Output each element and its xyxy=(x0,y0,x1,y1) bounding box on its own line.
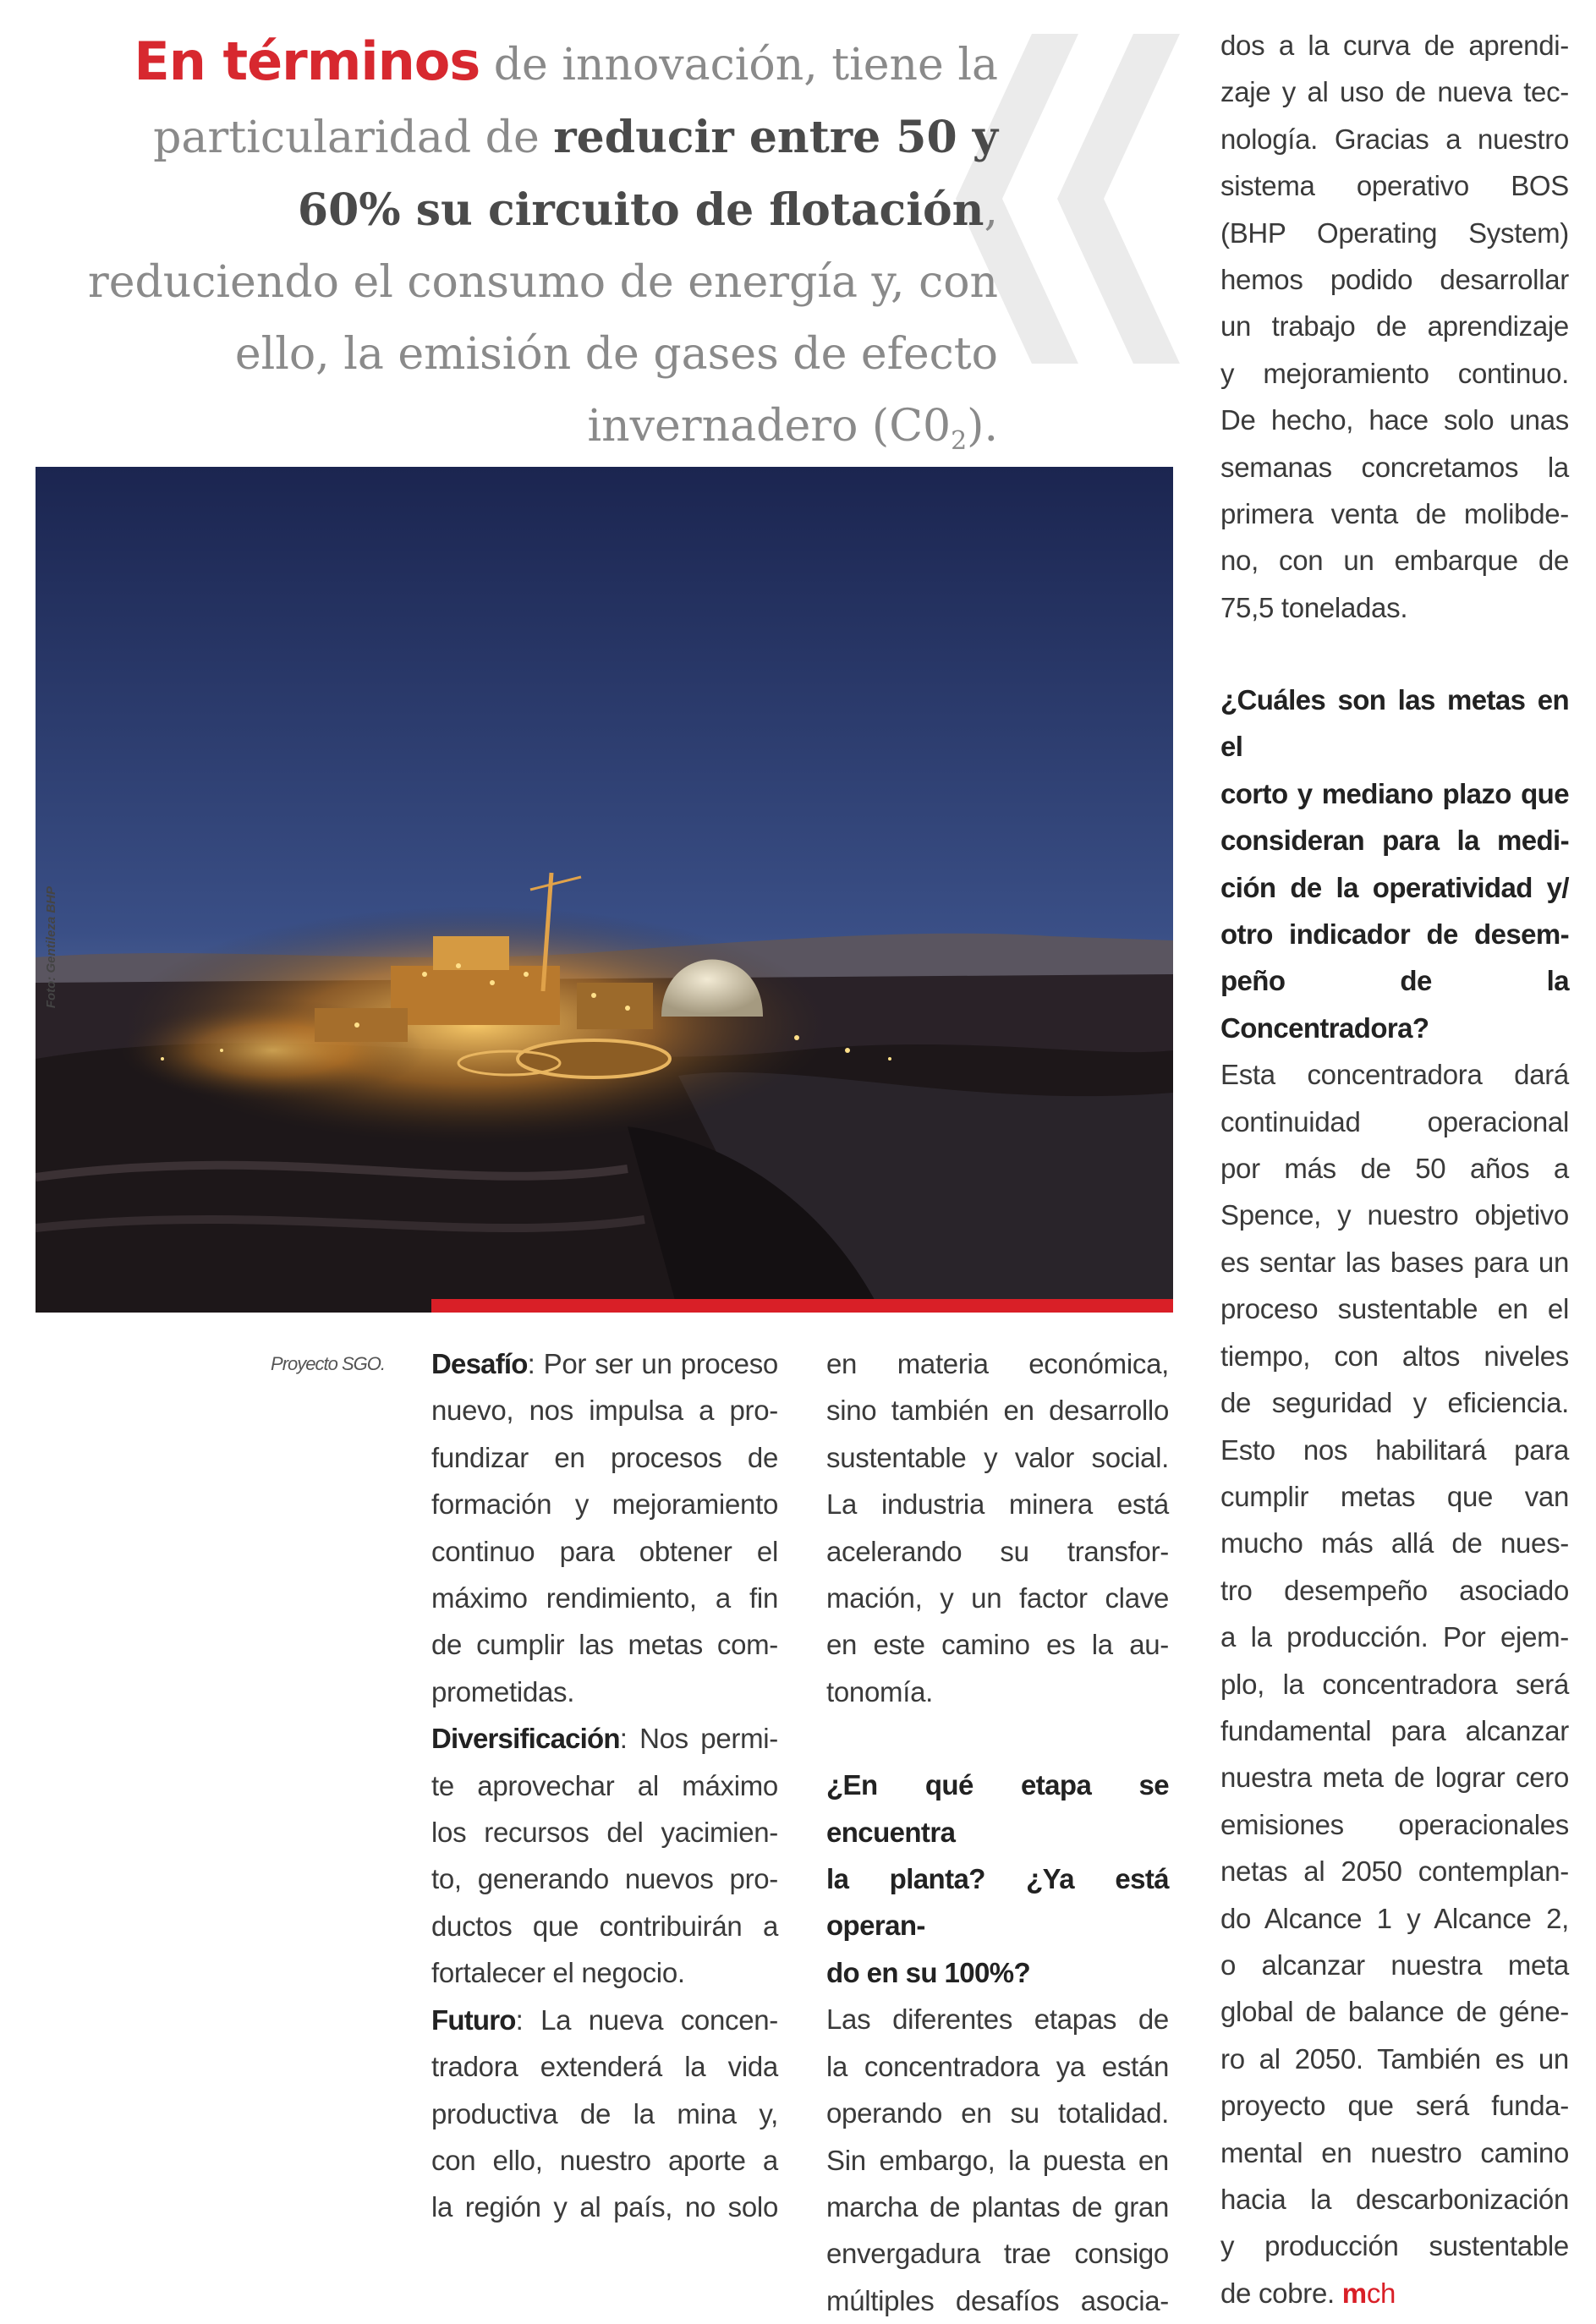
text-line xyxy=(1220,2270,1569,2316)
text-line: la región y al país, no solo xyxy=(431,2191,778,2223)
text-line: sino también en desarrollo xyxy=(826,1395,1169,1427)
text-line: (BHP Operating System) xyxy=(1220,217,1569,249)
text-fragment: : Nos permi- xyxy=(619,1723,778,1755)
interview-question: ¿Cuáles son las metas en el xyxy=(1220,684,1569,763)
text-line: fundizar en procesos de xyxy=(431,1441,778,1473)
text-line: nuevo, nos impulsa a pro- xyxy=(431,1395,778,1427)
text-line: Sin embargo, la puesta en xyxy=(826,2144,1169,2176)
text-line: La industria minera está xyxy=(826,1488,1169,1521)
interview-question: ¿En qué etapa se encuentra xyxy=(826,1769,1169,1848)
text-line: plo, la concentradora será xyxy=(1220,1668,1569,1700)
plant-night-photo xyxy=(36,467,1173,1313)
text-line xyxy=(431,1340,778,1387)
article-column-3-top xyxy=(1220,22,1569,631)
text-line: en este camino es la au- xyxy=(826,1629,1169,1661)
text-line: Las diferentes etapas de xyxy=(826,2003,1169,2036)
interview-question: peño de la Concentradora? xyxy=(1220,965,1569,1044)
pull-quote-text: ). xyxy=(967,401,998,452)
text-line: a la producción. Por ejem- xyxy=(1220,1621,1569,1653)
text-line: tradora extenderá la vida xyxy=(431,2051,778,2083)
interview-question: otro indicador de desem- xyxy=(1220,918,1569,951)
text-line: continuo para obtener el xyxy=(431,1535,778,1567)
interview-question: do en su 100%? xyxy=(826,1956,1031,1988)
text-line xyxy=(431,1997,778,2043)
text-line xyxy=(431,1715,778,1762)
text-line: continuidad operacional xyxy=(1220,1105,1569,1137)
pull-quote-lead: En términos xyxy=(134,30,480,92)
text-line: hacia la descarbonización xyxy=(1220,2184,1569,2215)
article-column-3-bottom xyxy=(1220,677,1569,2316)
text-line: sustentable y valor social. xyxy=(826,1441,1169,1473)
text-line: fortalecer el negocio. xyxy=(431,1957,685,1989)
text-line: netas al 2050 contemplan- xyxy=(1220,1855,1569,1888)
text-line: productiva de la mina y, xyxy=(431,2097,778,2129)
text-line: tiempo, con altos niveles xyxy=(1220,1340,1569,1372)
text-fragment: : La nueva concen- xyxy=(515,2003,778,2036)
interview-question: corto y mediano plazo que xyxy=(1220,777,1569,809)
photo-credit: Foto: Gentileza BHP xyxy=(44,886,58,1009)
text-line: proceso sustentable en el xyxy=(1220,1293,1569,1325)
text-line: mación, y un factor clave xyxy=(826,1582,1169,1614)
text-line: tonomía. xyxy=(826,1675,934,1707)
text-line: de cumplir las metas com- xyxy=(431,1629,778,1661)
text-line: mental en nuestro camino xyxy=(1220,2136,1569,2168)
text-line: ro al 2050. También es un xyxy=(1220,2042,1569,2075)
photo-accent-bar xyxy=(431,1299,1173,1313)
text-line: acelerando su transfor- xyxy=(826,1535,1169,1567)
text-line: envergadura trae consigo xyxy=(826,2238,1169,2270)
text-line: Spence, y nuestro objetivo xyxy=(1220,1199,1569,1231)
interview-question: ción de la operatividad y/ xyxy=(1220,871,1569,903)
text-line: un trabajo de aprendizaje xyxy=(1220,310,1569,343)
text-line: zaje y al uso de nueva tec- xyxy=(1220,76,1569,108)
text-line: de seguridad y eficiencia. xyxy=(1220,1387,1569,1419)
text-line: prometidas. xyxy=(431,1675,575,1707)
pull-quote-highlight: reducir entre 50 y 60% su circuito de flotación xyxy=(297,112,998,236)
text-line: semanas concretamos la xyxy=(1220,451,1569,483)
text-line: primera venta de molibde- xyxy=(1220,498,1569,530)
mch-logo-m: m xyxy=(1341,2277,1367,2309)
text-line: múltiples desafíos asocia- xyxy=(826,2284,1169,2316)
text-line: nología. Gracias a nuestro xyxy=(1220,123,1569,155)
pull-quote-text: , reduciendo el consumo de energía y, con ello, la emisión de gases de efecto invernadero (C0 xyxy=(87,185,998,452)
text-line: por más de 50 años a xyxy=(1220,1153,1569,1185)
interview-question: la planta? ¿Ya está operan- xyxy=(826,1863,1169,1942)
text-line: con ello, nuestro aporte a xyxy=(431,2144,778,2176)
text-line: dos a la curva de aprendi- xyxy=(1220,30,1569,61)
text-line: hemos podido desarrollar xyxy=(1220,264,1569,296)
text-line: es sentar las bases para un xyxy=(1220,1246,1569,1278)
interview-question: consideran para la medi- xyxy=(1220,825,1569,857)
text-line: proyecto que será funda- xyxy=(1220,2090,1569,2122)
text-line: global de balance de géne- xyxy=(1220,1996,1569,2028)
text-line: te aprovechar al máximo xyxy=(431,1769,778,1801)
section-term-futuro: Futuro xyxy=(431,2003,516,2036)
text-line: mucho más allá de nues- xyxy=(1220,1527,1569,1559)
text-line: tro desempeño asociado xyxy=(1220,1574,1569,1606)
text-line: Esto nos habilitará para xyxy=(1220,1433,1569,1466)
text-line: marcha de plantas de gran xyxy=(826,2190,1169,2223)
text-line: operando en su totalidad. xyxy=(826,2097,1169,2129)
text-line: y producción sustentable xyxy=(1220,2230,1569,2262)
pull-quote xyxy=(80,25,998,463)
section-term-desafio: Desafío xyxy=(431,1348,528,1379)
pull-quote-text: de innovación, tiene la particularidad de xyxy=(153,40,998,163)
pull-quote-subscript: 2 xyxy=(951,426,968,456)
text-fragment: de cobre. xyxy=(1220,2277,1342,2309)
photo-caption: Proyecto SGO. xyxy=(271,1353,385,1374)
text-line: 75,5 toneladas. xyxy=(1220,591,1408,623)
paragraph-gap xyxy=(826,1715,1169,1762)
mch-logo-ch: ch xyxy=(1366,2277,1396,2309)
section-term-diversificacion: Diversificación xyxy=(431,1723,620,1755)
text-line: ductos que contribuirán a xyxy=(431,1910,778,1942)
text-line: De hecho, hace solo unas xyxy=(1220,404,1569,436)
text-line: Esta concentradora dará xyxy=(1220,1059,1569,1091)
text-line: nuestra meta de lograr cero xyxy=(1220,1762,1569,1794)
text-line: sistema operativo BOS xyxy=(1220,170,1569,202)
text-line: formación y mejoramiento xyxy=(431,1488,778,1521)
text-line: do Alcance 1 y Alcance 2, xyxy=(1220,1902,1569,1934)
article-column-2 xyxy=(826,1340,1169,2324)
text-line: y mejoramiento continuo. xyxy=(1220,357,1569,389)
text-fragment: : Por ser un proceso xyxy=(527,1348,778,1379)
text-line: emisiones operacionales xyxy=(1220,1808,1569,1840)
text-line: to, generando nuevos pro- xyxy=(431,1863,778,1895)
text-line: máximo rendimiento, a fin xyxy=(431,1582,778,1614)
text-line: cumplir metas que van xyxy=(1220,1480,1569,1512)
text-line: en materia económica, xyxy=(826,1348,1169,1379)
article-column-1 xyxy=(431,1340,778,2231)
text-line: fundamental para alcanzar xyxy=(1220,1714,1569,1746)
text-line: no, con un embarque de xyxy=(1220,545,1569,577)
text-line: los recursos del yacimien- xyxy=(431,1817,778,1849)
text-line: la concentradora ya están xyxy=(826,2050,1169,2082)
text-line: o alcanzar nuestra meta xyxy=(1220,1949,1569,1981)
